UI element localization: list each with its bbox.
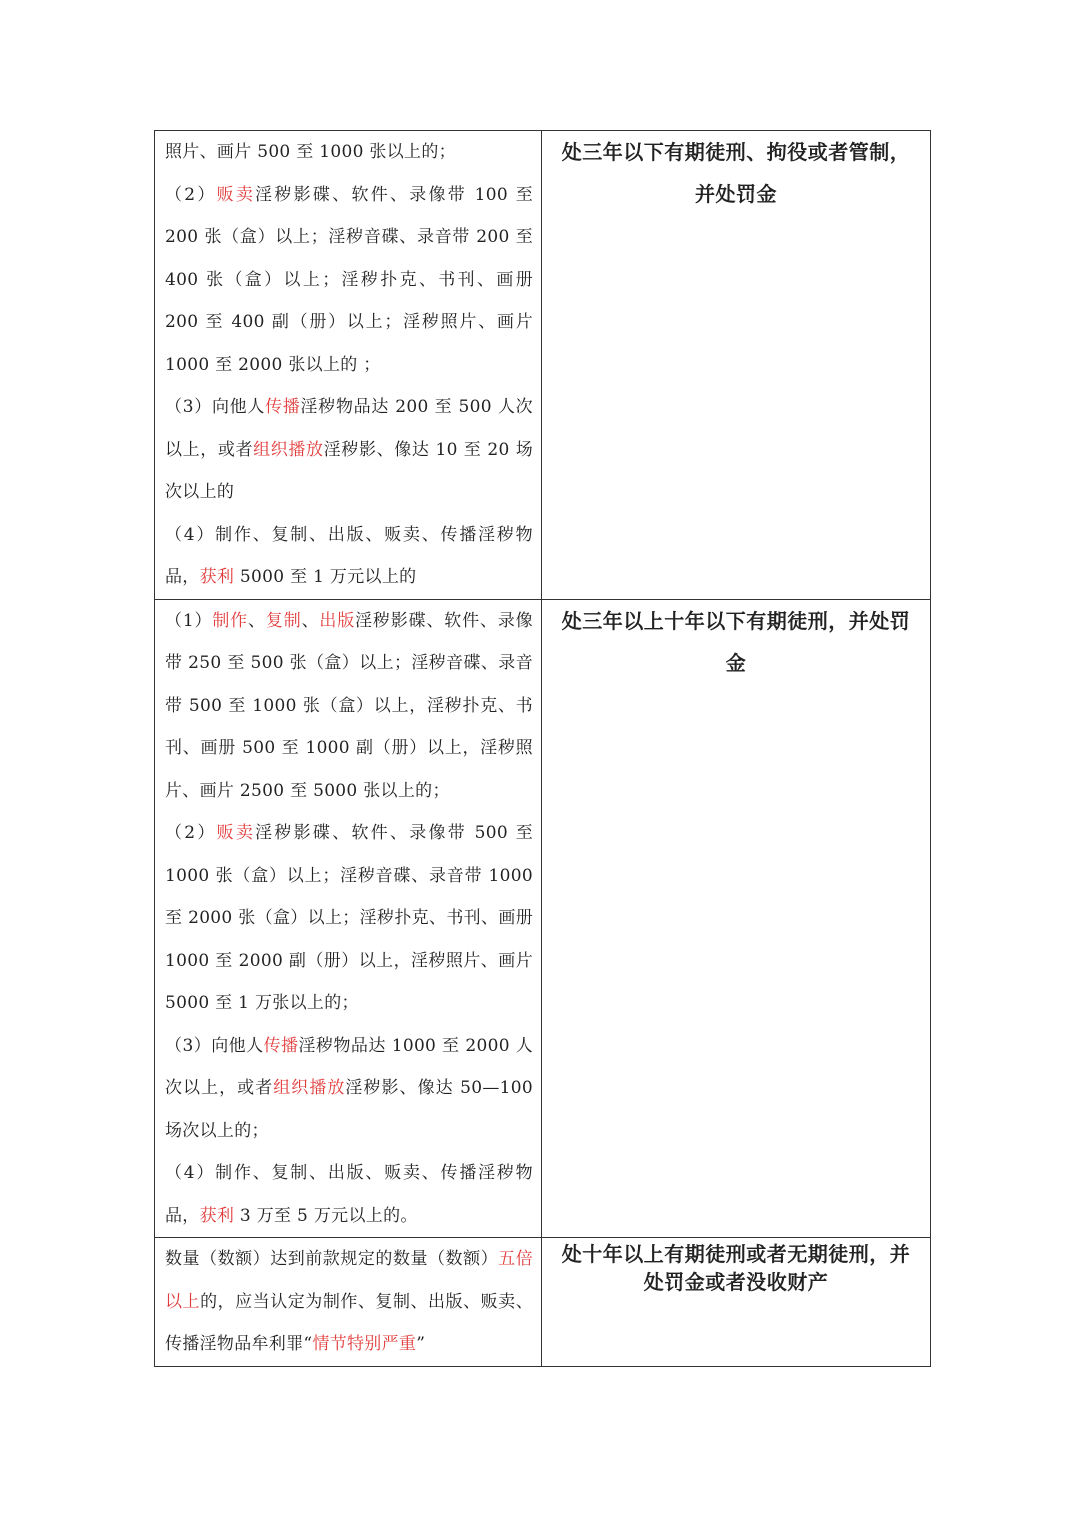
criteria-paragraph (165, 1238, 533, 1366)
highlight-text: 制作 (212, 610, 249, 631)
highlight-text: 情节特别严重 (312, 1334, 417, 1354)
law-table (154, 130, 931, 1367)
criteria-paragraph (165, 386, 533, 514)
highlight-text: 获利 (199, 1205, 235, 1226)
highlight-text: 五倍以上 (165, 1249, 533, 1312)
text-segment: 、 (301, 610, 320, 631)
text-segment: （2） (165, 184, 217, 205)
criteria-cell (155, 599, 542, 1238)
text-segment: 淫秽物品达 1000 至 2000 人次以上，或者 (165, 1035, 533, 1098)
highlight-text: 出版 (319, 610, 356, 631)
criteria-paragraph (165, 1152, 533, 1237)
highlight-text: 组织播放 (273, 1078, 346, 1098)
highlight-text: 获利 (199, 567, 235, 587)
text-segment: （3）向他人 (165, 1035, 264, 1056)
text-segment: （2） (165, 823, 217, 843)
highlight-text: 贩卖 (216, 184, 256, 205)
text-segment: （3）向他人 (165, 397, 266, 417)
text-segment: （4）制作、复制、出版、贩卖、传播淫秽物品， (165, 1163, 533, 1226)
penalty-text: 处三年以下有期徒刑、拘役或者管制，并处罚金 (561, 140, 911, 206)
text-segment: ” (416, 1334, 426, 1354)
criteria-paragraph (165, 131, 533, 174)
text-segment: 3 万至 5 万元以上的。 (234, 1205, 418, 1226)
table-row (155, 1238, 931, 1367)
highlight-text: 传播 (265, 397, 301, 417)
text-segment: （4）制作、复制、出版、贩卖、传播淫秽物品， (165, 524, 533, 587)
criteria-paragraph (165, 174, 533, 387)
text-segment: 照片、画片 500 至 1000 张以上的； (165, 142, 456, 162)
text-segment: 淫秽影、像达 10 至 20 场次以上的 (165, 439, 534, 502)
highlight-text: 贩卖 (216, 823, 256, 843)
text-segment: 5000 至 1 万元以上的 (234, 567, 417, 587)
criteria-cell (155, 131, 542, 600)
text-segment: 数量（数额）达到前款规定的数量（数额） (165, 1249, 499, 1269)
criteria-paragraph (165, 514, 533, 599)
highlight-text: 复制 (265, 610, 302, 631)
criteria-text (155, 1238, 541, 1366)
text-segment: 、 (248, 610, 266, 631)
text-segment: 淫秽影碟、软件、录像带 100 至 200 张（盒）以上；淫秽音碟、录音带 200 至 400 张（盒）以上；淫秽扑克、书刊、画册 200 至 400 副（册）以上；淫秽照片、画片 1000 至 2000 张以上的 ； (165, 184, 533, 375)
penalty-text: 处三年以上十年以下有期徒刑，并处罚金 (561, 608, 911, 675)
text-segment: 淫秽影碟、软件、录像带 250 至 500 张（盒）以上；淫秽音碟、录音带 500 至 1000 张（盒）以上，淫秽扑克、书刊、画册 500 至 1000 副（册）以上，淫秽照片、画片 2500 至 5000 张以上的； (165, 610, 533, 801)
penalty-cell (542, 599, 931, 1238)
text-segment: 淫秽物品达 200 至 500 人次以上，或者 (165, 397, 533, 460)
penalty-cell (542, 131, 931, 600)
penalty-cell (542, 1238, 931, 1367)
criteria-paragraph (165, 812, 533, 1025)
text-segment: 淫秽影碟、软件、录像带 500 至 1000 张（盒）以上；淫秽音碟、录音带 1000 至 2000 张（盒）以上；淫秽扑克、书刊、画册 1000 至 2000 副（册）以上，淫秽照片、画片 5000 至 1 万张以上的； (165, 823, 533, 1013)
penalty-text: 处十年以上有期徒刑或者无期徒刑，并处罚金或者没收财产 (561, 1242, 911, 1294)
criteria-cell (155, 1238, 542, 1367)
text-segment: 淫秽影、像达 50—100 场次以上的； (165, 1078, 533, 1141)
criteria-paragraph (165, 600, 533, 813)
criteria-text (155, 131, 541, 599)
text-segment: 的，应当认定为制作、复制、出版、贩卖、传播淫物品牟利罪“ (165, 1291, 533, 1354)
criteria-paragraph (165, 1025, 533, 1153)
text-segment: （1） (165, 610, 213, 631)
table-row (155, 599, 931, 1238)
highlight-text: 组织播放 (253, 439, 324, 460)
highlight-text: 传播 (263, 1035, 299, 1056)
table-row (155, 131, 931, 600)
criteria-text (155, 600, 541, 1238)
